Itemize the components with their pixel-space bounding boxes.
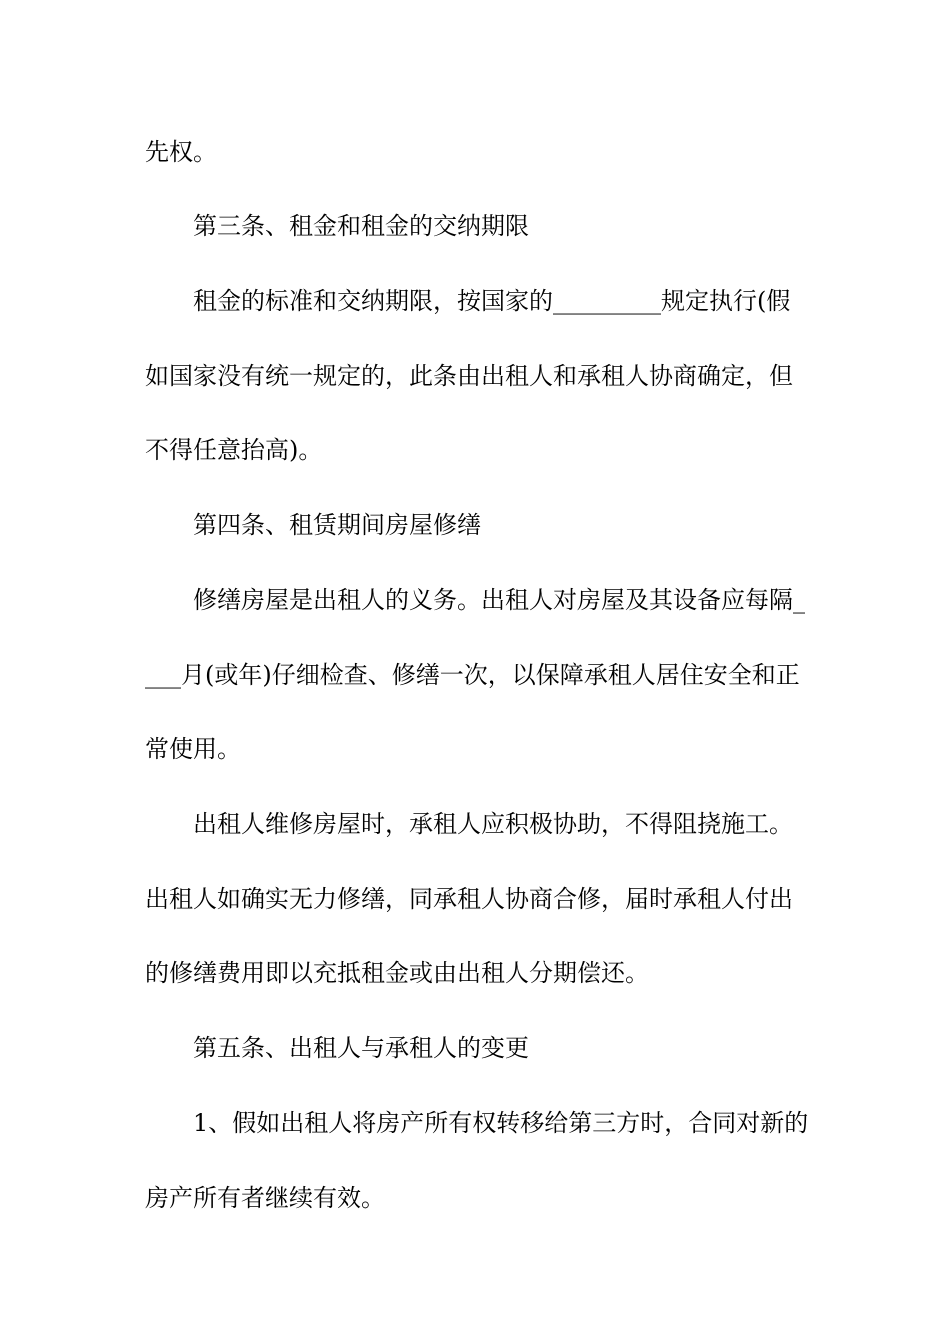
paragraph-line: 先权。 [145, 138, 217, 166]
paragraph-line: 出租人如确实无力修缮，同承租人协商合修，届时承租人付出 [145, 885, 793, 913]
article-heading: 第五条、出租人与承租人的变更 [193, 1034, 529, 1062]
paragraph-line: ___月(或年)仔细检查、修缮一次，以保障承租人居住安全和正 [145, 661, 800, 689]
article-heading: 第四条、租赁期间房屋修缮 [193, 511, 481, 539]
paragraph-line: 房产所有者继续有效。 [145, 1184, 385, 1212]
paragraph-line: 租金的标准和交纳期限，按国家的_________规定执行(假 [193, 287, 791, 315]
paragraph-line: 如国家没有统一规定的，此条由出租人和承租人协商确定，但 [145, 362, 793, 390]
paragraph-line: 不得任意抬高)。 [145, 436, 323, 464]
paragraph-line: 出租人维修房屋时，承租人应积极协助，不得阻挠施工。 [193, 810, 793, 838]
paragraph-line: 修缮房屋是出租人的义务。出租人对房屋及其设备应每隔_ [193, 586, 805, 614]
paragraph-line: 1、假如出租人将房产所有权转移给第三方时，合同对新的 [193, 1109, 809, 1137]
article-heading: 第三条、租金和租金的交纳期限 [193, 212, 529, 240]
paragraph-line: 常使用。 [145, 735, 241, 763]
paragraph-line: 的修缮费用即以充抵租金或由出租人分期偿还。 [145, 959, 649, 987]
